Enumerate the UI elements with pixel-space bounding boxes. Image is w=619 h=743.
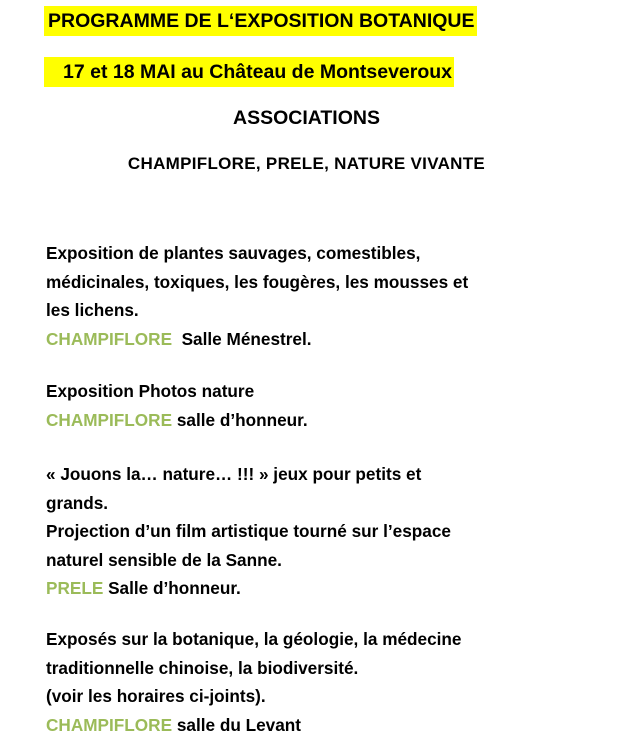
organizer-name: CHAMPIFLORE (46, 409, 173, 430)
event-games-and-film (46, 460, 611, 603)
event-description-line: Exposition de plantes sauvages, comestibles, (46, 243, 421, 263)
organizer-name: CHAMPIFLORE (46, 714, 173, 735)
event-description-line: les lichens. (46, 300, 139, 320)
event-description-line: grands. (46, 492, 109, 513)
event-venue-line (46, 711, 611, 740)
document-title: PROGRAMME DE L‘EXPOSITION BOTANIQUE (44, 6, 477, 36)
exhibition-dates: 17 et 18 MAI au Château de Montseveroux (44, 57, 454, 87)
venue-name: Salle d’honneur. (103, 578, 241, 598)
event-photo-exhibition (46, 377, 611, 434)
event-venue-line (46, 574, 611, 603)
organizer-name: PRELE (46, 578, 104, 598)
organizer-name: CHAMPIFLORE (46, 328, 173, 349)
associations-list: CHAMPIFLORE, PRELE, NATURE VIVANTE (127, 154, 486, 173)
event-description-line: Exposés sur la botanique, la géologie, la médecine (46, 629, 462, 649)
venue-name: salle du Levant (172, 714, 301, 735)
event-description-line: traditionnelle chinoise, la biodiversité. (46, 657, 359, 678)
event-description-line: médicinales, toxiques, les fougères, les mousses et (46, 271, 469, 292)
event-description-line: (voir les horaires ci-joints). (46, 686, 266, 706)
event-description-line: Exposition Photos nature (46, 381, 255, 401)
event-venue-line (46, 406, 611, 435)
event-plant-exhibition (46, 239, 611, 353)
event-venue-line (46, 325, 611, 354)
event-talks (46, 625, 611, 739)
event-description-line: « Jouons la… nature… !!! » jeux pour petits et (46, 464, 422, 484)
event-description-line: naturel sensible de la Sanne. (46, 549, 282, 570)
venue-name: Salle Ménestrel. (172, 328, 312, 349)
venue-name: salle d’honneur. (172, 409, 308, 430)
event-description-line: Projection d’un film artistique tourné sur l’espace (46, 521, 451, 541)
associations-heading: ASSOCIATIONS (233, 107, 380, 129)
